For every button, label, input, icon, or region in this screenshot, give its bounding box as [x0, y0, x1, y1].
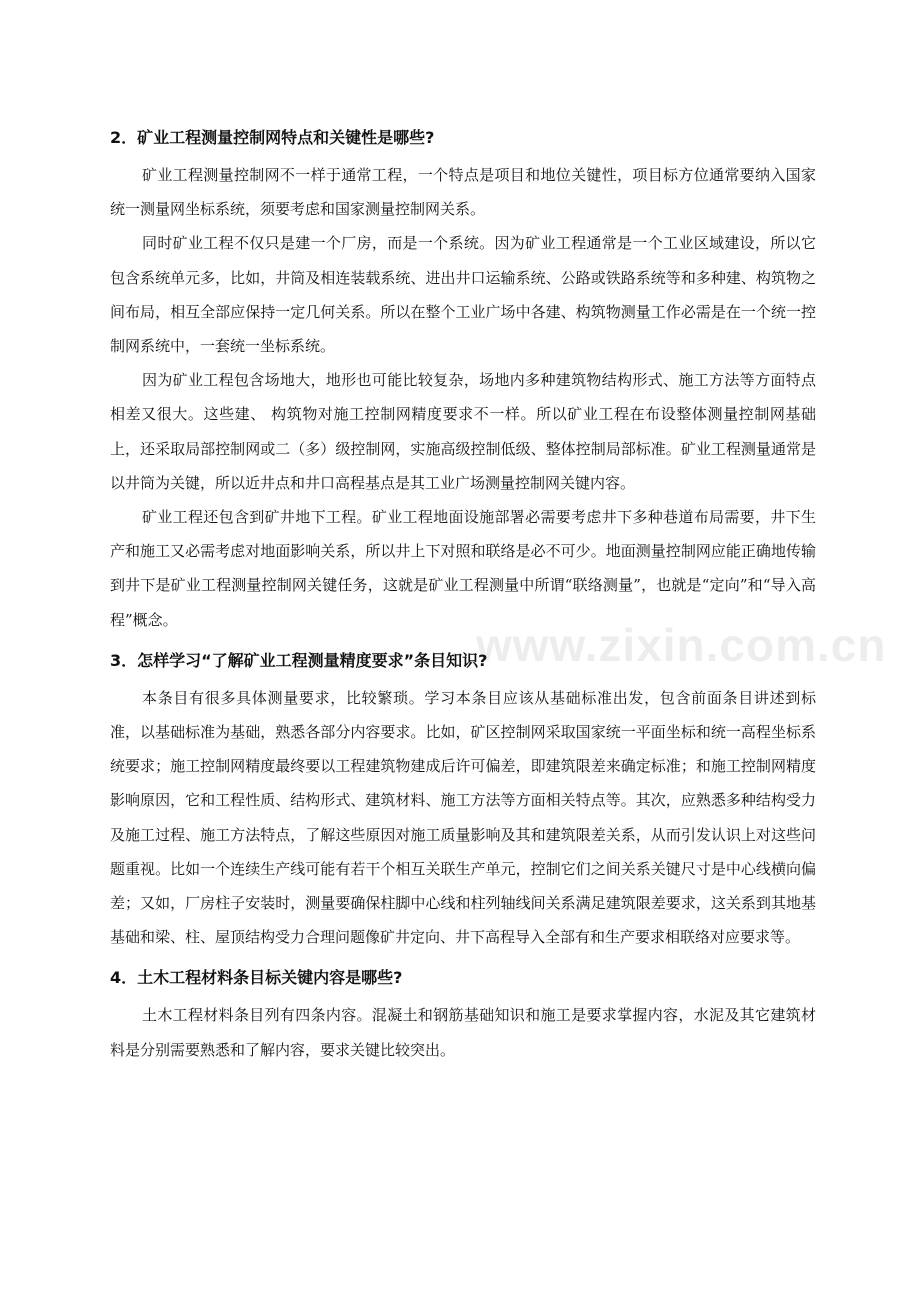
- paragraph: 矿业工程测量控制网不一样于通常工程，一个特点是项目和地位关键性，项目标方位通常要纳入国家统一测量网坐标系统，须要考虑和国家测量控制网关系。: [110, 166, 816, 219]
- section-heading: 4．土木工程材料条目标关键内容是哪些?: [110, 968, 403, 988]
- section-heading: 2．矿业工程测量控制网特点和关键性是哪些?: [110, 128, 435, 147]
- document-body: [110, 126, 816, 1079]
- paragraph: 同时矿业工程不仅只是建一个厂房，而是一个系统。因为矿业工程通常是一个工业区域建设，所以它包含系统单元多，比如，井筒及相连装载系统、进出井口运输系统、公路或铁路系统等和多种建、构筑物之间布局，相互全部应保持一定几何关系。所以在整个工业广场中各建、构筑物测量工作必需是在一个统一控制网系统中，一套统一坐标系统。: [110, 234, 816, 356]
- section-heading: 3．怎样学习“了解矿业工程测量精度要求”条目知识?: [110, 650, 488, 670]
- paragraph: 土木工程材料条目列有四条内容。混凝土和钢筋基础知识和施工是要求掌握内容，水泥及其它建筑材料是分别需要熟悉和了解内容，要求关键比较突出。: [110, 1006, 816, 1059]
- paragraph: 因为矿业工程包含场地大，地形也可能比较复杂，场地内多种建筑物结构形式、施工方法等方面特点相差又很大。这些建、 构筑物对施工控制网精度要求不一样。所以矿业工程在布设整体测量控制网基础上，还采取局部控制网或二（多）级控制网，实施高级控制低级、整体控制局部标准。矿业工程测量通常是以井筒为关键，所以近井点和井口高程基点是其工业广场测量控制网关键内容。: [110, 371, 816, 492]
- watermark: www.zixin.com.cn: [476, 619, 887, 671]
- section-2: [110, 126, 816, 637]
- section-3: [110, 649, 816, 955]
- section-4: [110, 966, 816, 1066]
- paragraph: 矿业工程还包含到矿井地下工程。矿业工程地面设施部署必需要考虑井下多种巷道布局需要，井下生产和施工又必需考虑对地面影响关系，所以井上下对照和联络是必不可少。地面测量控制网应能正确地传输到井下是矿业工程测量控制网关键任务，这就是矿业工程测量中所谓“联络测量”，也就是“定向”和“导入高程”概念。: [110, 508, 816, 629]
- paragraph: 本条目有很多具体测量要求，比较繁琐。学习本条目应该从基础标准出发，包含前面条目讲述到标准，以基础标准为基础，熟悉各部分内容要求。比如，矿区控制网采取国家统一平面坐标和统一高程坐标系统要求；施工控制网精度最终要以工程建筑物建成后许可偏差，即建筑限差来确定标准；和施工控制网精度影响原因，它和工程性质、结构形式、建筑材料、施工方法等方面相关特点等。其次，应熟悉多种结构受力及施工过程、施工方法特点，了解这些原因对施工质量影响及其和建筑限差关系，从而引发认识上对这些问题重视。比如一个连续生产线可能有若干个相互关联生产单元，控制它们之间关系关键尺寸是中心线横向偏差；又如，厂房柱子安装时，测量要确保柱脚中心线和柱列轴线间关系满足建筑限差要求，这关系到其地基基础和梁、柱、屋顶结构受力合理问题像矿井定向、井下高程导入全部有和生产要求相联络对应要求等。: [110, 688, 816, 947]
